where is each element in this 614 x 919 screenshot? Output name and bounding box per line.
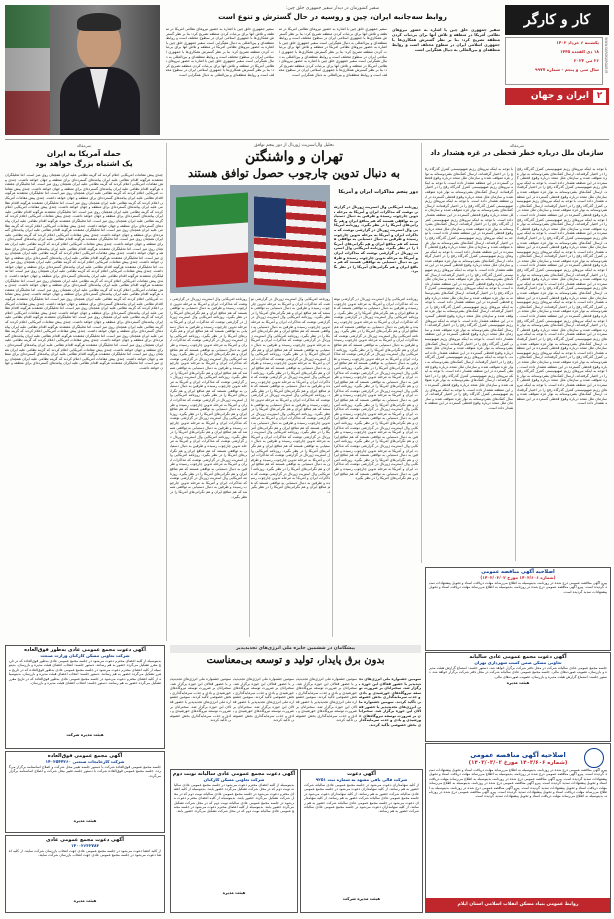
- us-flag: [254, 196, 326, 289]
- ad-body: پیرو آگهی مناقصه عمومی درج شده در روزنامه، بدینوسیله به اطلاع می‌رساند مهلت دریافت اسناد و تحویل پیشنهادات تمدید گردیده است. پیرو آگهی مناقصه عمومی درج شده در روزنامه، بدینوسیله به اطلاع می‌رساند مهلت دریافت اسناد و تحویل پیشنهادات تمدید گردیده است. پیرو آگهی مناقصه عمومی درج شده در روزنامه، بدینوسیله به اطلاع می‌رساند مهلت دریافت اسناد و تحویل پیشنهادات تمدید گردیده است. پیرو آگهی مناقصه عمومی درج شده در روزنامه، بدینوسیله به اطلاع می‌رساند مهلت دریافت اسناد و تحویل پیشنهادات تمدید گردیده است. پیرو آگهی مناقصه عمومی درج شده در روزنامه، بدینوسیله به اطلاع می‌رساند مهلت دریافت اسناد و تحویل پیشنهادات تمدید گردیده است. پیرو آگهی مناقصه عمومی درج شده در روزنامه، بدینوسیله به اطلاع می‌رساند مهلت دریافت اسناد و تحویل پیشنهادات تمدید گردیده است.: [429, 768, 608, 799]
- ad-title: اصلاحیه آگهی مناقصه عمومی: [470, 751, 566, 759]
- ad-title: آگهی دعوت مجمع عمومی عادی: [45, 837, 125, 843]
- lead-story: [170, 143, 418, 641]
- banner-body-col: سومین جشنواره ملی انرژی‌های تجدیدپذیر با حضور فعالان این حوزه برگزار شد. سخنرانان بر ضرورت توسعه نیروگاه‌های خورشیدی و بادی و جذب سرمایه‌گذاری بخش خصوصی تأکید کردند. سومین جشنواره ملی انرژی‌های تجدیدپذیر با حضور فعالان این حوزه برگزار شد. سخنرانان بر ضرورت توسعه نیروگاه‌های خورشیدی و بادی و جذب سرمایه‌گذاری بخش خصوصی تأکید کردند.: [296, 677, 357, 723]
- story-kicker: سرمقاله: [509, 143, 525, 148]
- ad-box: [425, 567, 611, 651]
- ad-body: جلسه مجمع عمومی عادی سالیانه شرکت در محل دفتر شرکت برگزار خواهد شد. دستور جلسه: استماع گزارش هیئت مدیره و بازرسان، تصویب صورت‌های مالی. جلسه مجمع عمومی عادی سالیانه شرکت در محل دفتر شرکت برگزار خواهد شد. دستور جلسه: استماع گزارش هیئت مدیره و بازرسان، تصویب صورت‌های مالی.: [429, 666, 608, 679]
- story-body: چندی پیش مقامات آمریکایی اعلام کردند که گزینه نظامی علیه ایران همچنان روی میز است. اما تحلیلگران معتقدند هرگونه اقدام نظامی علیه ایران پیامدهای گسترده‌ای برای منطقه و جهان خواهد داشت. چندی پیش مقامات آمریکایی اعلام کردند که گزینه نظامی علیه ایران همچنان روی میز است. اما تحلیلگران معتقدند هرگونه اقدام نظامی علیه ایران پیامدهای گسترده‌ای برای منطقه و جهان خواهد داشت. چندی پیش مقامات آمریکایی اعلام کردند که گزینه نظامی علیه ایران همچنان روی میز است. اما تحلیلگران معتقدند هرگونه اقدام نظامی علیه ایران پیامدهای گسترده‌ای برای منطقه و جهان خواهد داشت. چندی پیش مقامات آمریکایی اعلام کردند که گزینه نظامی علیه ایران همچنان روی میز است. اما تحلیلگران معتقدند هرگونه اقدام نظامی علیه ایران پیامدهای گسترده‌ای برای منطقه و جهان خواهد داشت. چندی پیش مقامات آمریکایی اعلام کردند که گزینه نظامی علیه ایران همچنان روی میز است. اما تحلیلگران معتقدند هرگونه اقدام نظامی علیه ایران پیامدهای گسترده‌ای برای منطقه و جهان خواهد داشت. چندی پیش مقامات آمریکایی اعلام کردند که گزینه نظامی علیه ایران همچنان روی میز است. اما تحلیلگران معتقدند هرگونه اقدام نظامی علیه ایران پیامدهای گسترده‌ای برای منطقه و جهان خواهد داشت. چندی پیش مقامات آمریکایی اعلام کردند که گزینه نظامی علیه ایران همچنان روی میز است. اما تحلیلگران معتقدند هرگونه اقدام نظامی علیه ایران پیامدهای گسترده‌ای برای منطقه و جهان خواهد داشت. چندی پیش مقامات آمریکایی اعلام کردند که گزینه نظامی علیه ایران همچنان روی میز است. اما تحلیلگران معتقدند هرگونه اقدام نظامی علیه ایران پیامدهای گسترده‌ای برای منطقه و جهان خواهد داشت. چندی پیش مقامات آمریکایی اعلام کردند که گزینه نظامی علیه ایران همچنان روی میز است. اما تحلیلگران معتقدند هرگونه اقدام نظامی علیه ایران پیامدهای گسترده‌ای برای منطقه و جهان خواهد داشت. چندی پیش مقامات آمریکایی اعلام کردند که گزینه نظامی علیه ایران همچنان روی میز است. اما تحلیلگران معتقدند هرگونه اقدام نظامی علیه ایران پیامدهای گسترده‌ای برای منطقه و جهان خواهد داشت. چندی پیش مقامات آمریکایی اعلام کردند که گزینه نظامی علیه ایران همچنان روی میز است. اما تحلیلگران معتقدند هرگونه اقدام نظامی علیه ایران پیامدهای گسترده‌ای برای منطقه و جهان خواهد داشت. چندی پیش مقامات آمریکایی اعلام کردند که گزینه نظامی علیه ایران همچنان روی میز است. اما تحلیلگران معتقدند هرگونه اقدام نظامی علیه ایران پیامدهای گسترده‌ای برای منطقه و جهان خواهد داشت. چندی پیش مقامات آمریکایی اعلام کردند که گزینه نظامی علیه ایران همچنان روی میز است. اما تحلیلگران معتقدند هرگونه اقدام نظامی علیه ایران پیامدهای گسترده‌ای برای منطقه و جهان خواهد داشت. چندی پیش مقامات آمریکایی اعلام کردند که گزینه نظامی علیه ایران همچنان روی میز است. اما تحلیلگران معتقدند هرگونه اقدام نظامی علیه ایران پیامدهای گسترده‌ای برای منطقه و جهان خواهد داشت. چندی پیش مقامات آمریکایی اعلام کردند که گزینه نظامی علیه ایران همچنان روی میز است. اما تحلیلگران معتقدند هرگونه اقدام نظامی علیه ایران پیامدهای گسترده‌ای برای منطقه و جهان خواهد داشت. چندی پیش مقامات آمریکایی اعلام کردند که گزینه نظامی علیه ایران همچنان روی میز است. اما تحلیلگران معتقدند هرگونه اقدام نظامی علیه ایران پیامدهای گسترده‌ای برای منطقه و جهان خواهد داشت. چندی پیش مقامات آمریکایی اعلام کردند که گزینه نظامی علیه ایران همچنان روی میز است. اما تحلیلگران معتقدند هرگونه اقدام نظامی علیه ایران پیامدهای گسترده‌ای برای منطقه و جهان خواهد داشت. چندی پیش مقامات آمریکایی اعلام کردند که گزینه نظامی علیه ایران همچنان روی میز است. اما تحلیلگران معتقدند هرگونه اقدام نظامی علیه ایران پیامدهای گسترده‌ای برای منطقه و جهان خواهد داشت. چندی پیش مقامات آمریکایی اعلام کردند که گزینه نظامی علیه ایران همچنان روی میز است. اما تحلیلگران معتقدند هرگونه اقدام نظامی علیه ایران پیامدهای گسترده‌ای برای منطقه و جهان خواهد داشت. چندی پیش مقامات آمریکایی اعلام کردند که گزینه نظامی علیه ایران همچنان روی میز است. اما تحلیلگران معتقدند هرگونه اقدام نظامی علیه ایران پیامدهای گسترده‌ای برای منطقه و جهان خواهد داشت. چندی پیش مقامات آمریکایی اعلام کردند که گزینه نظامی علیه ایران همچنان روی میز است. اما تحلیلگران معتقدند هرگونه اقدام نظامی علیه ایران پیامدهای گسترده‌ای برای منطقه و جهان خواهد داشت. چندی پیش مقامات آمریکایی اعلام کردند که گزینه نظامی علیه ایران همچنان روی میز است. اما تحلیلگران معتقدند هرگونه اقدام نظامی علیه ایران پیامدهای گسترده‌ای برای منطقه و جهان خواهد داشت.: [5, 173, 163, 370]
- ad-body: پیرو آگهی مناقصه عمومی درج شده در روزنامه، بدینوسیله به اطلاع می‌رساند مهلت دریافت اسناد و تحویل پیشنهادات تمدید گردیده است. پیرو آگهی مناقصه عمومی درج شده در روزنامه، بدینوسیله به اطلاع می‌رساند مهلت دریافت اسناد و تحویل پیشنهادات تمدید گردیده است.: [429, 581, 607, 594]
- ad-subtitle: شرکت قالی بافی مشهد به شماره ثبت ۹۲۵۱: [315, 777, 408, 782]
- banner-body-col: سومین جشنواره ملی انرژی‌های تجدیدپذیر با حضور فعالان این حوزه برگزار شد. سخنرانان بر ضرورت توسعه نیروگاه‌های خورشیدی و بادی و جذب سرمایه‌گذاری بخش خصوصی تأکید کردند. سومین جشنواره ملی انرژی‌های تجدیدپذیر با حضور فعالان این حوزه برگزار شد. سخنرانان بر ضرورت توسعه نیروگاه‌های خورشیدی و بادی و جذب سرمایه‌گذاری بخش خصوصی تأکید کردند.: [233, 677, 294, 723]
- date-line: سال سی و پنجم - شماره ۹۹۷۷: [535, 67, 599, 72]
- story-body: با توجه به اینکه نیروهای رژیم صهیونیستی کنترل گذرگاه رفح را در اختیار گرفته‌اند، ارسال کمک‌های بشردوستانه به نوار غزه متوقف شده و سازمان ملل متحد درباره وقوع قحطی گسترده در این منطقه هشدار داده است. با توجه به اینکه نیروهای رژیم صهیونیستی کنترل گذرگاه رفح را در اختیار گرفته‌اند، ارسال کمک‌های بشردوستانه به نوار غزه متوقف شده و سازمان ملل متحد درباره وقوع قحطی گسترده در این منطقه هشدار داده است. با توجه به اینکه نیروهای رژیم صهیونیستی کنترل گذرگاه رفح را در اختیار گرفته‌اند، ارسال کمک‌های بشردوستانه به نوار غزه متوقف شده و سازمان ملل متحد درباره وقوع قحطی گسترده در این منطقه هشدار داده است. با توجه به اینکه نیروهای رژیم صهیونیستی کنترل گذرگاه رفح را در اختیار گرفته‌اند، ارسال کمک‌های بشردوستانه به نوار غزه متوقف شده و سازمان ملل متحد درباره وقوع قحطی گسترده در این منطقه هشدار داده است. با توجه به اینکه نیروهای رژیم صهیونیستی کنترل گذرگاه رفح را در اختیار گرفته‌اند، ارسال کمک‌های بشردوستانه به نوار غزه متوقف شده و سازمان ملل متحد درباره وقوع قحطی گسترده در این منطقه هشدار داده است. با توجه به اینکه نیروهای رژیم صهیونیستی کنترل گذرگاه رفح را در اختیار گرفته‌اند، ارسال کمک‌های بشردوستانه به نوار غزه متوقف شده و سازمان ملل متحد درباره وقوع قحطی گسترده در این منطقه هشدار داده است. با توجه به اینکه نیروهای رژیم صهیونیستی کنترل گذرگاه رفح را در اختیار گرفته‌اند، ارسال کمک‌های بشردوستانه به نوار غزه متوقف شده و سازمان ملل متحد درباره وقوع قحطی گسترده در این منطقه هشدار داده است. با توجه به اینکه نیروهای رژیم صهیونیستی کنترل گذرگاه رفح را در اختیار گرفته‌اند، ارسال کمک‌های بشردوستانه به نوار غزه متوقف شده و سازمان ملل متحد درباره وقوع قحطی گسترده در این منطقه هشدار داده است. با توجه به اینکه نیروهای رژیم صهیونیستی کنترل گذرگاه رفح را در اختیار گرفته‌اند، ارسال کمک‌های بشردوستانه به نوار غزه متوقف شده و سازمان ملل متحد درباره وقوع قحطی گسترده در این منطقه هشدار داده است. با توجه به اینکه نیروهای رژیم صهیونیستی کنترل گذرگاه رفح را در اختیار گرفته‌اند، ارسال کمک‌های بشردوستانه به نوار غزه متوقف شده و سازمان ملل متحد درباره وقوع قحطی گسترده در این منطقه هشدار داده است. با توجه به اینکه نیروهای رژیم صهیونیستی کنترل گذرگاه رفح را در اختیار گرفته‌اند، ارسال کمک‌های بشردوستانه به نوار غزه متوقف شده و سازمان ملل متحد درباره وقوع قحطی گسترده در این منطقه هشدار داده است. با توجه به اینکه نیروهای رژیم صهیونیستی کنترل گذرگاه رفح را در اختیار گرفته‌اند، ارسال کمک‌های بشردوستانه به نوار غزه متوقف شده و سازمان ملل متحد درباره وقوع قحطی گسترده در این منطقه هشدار داده است. با توجه به اینکه نیروهای رژیم صهیونیستی کنترل گذرگاه رفح را در اختیار گرفته‌اند، ارسال کمک‌های بشردوستانه به نوار غزه متوقف شده و سازمان ملل متحد درباره وقوع قحطی گسترده در این منطقه هشدار داده است. با توجه به اینکه نیروهای رژیم صهیونیستی کنترل گذرگاه رفح را در اختیار گرفته‌اند، ارسال کمک‌های بشردوستانه به نوار غزه متوقف شده و سازمان ملل متحد درباره وقوع قحطی گسترده در این منطقه هشدار داده است.: [517, 167, 607, 406]
- lead-title-2: به دنبال تدوین چارچوب حصول توافق هستند: [188, 166, 400, 180]
- top-story-kicker: سفیر کشورمان در دیدار سفیر جمهوری خلق چین:: [285, 6, 380, 11]
- section-header: [505, 88, 609, 105]
- column-rule: [249, 297, 250, 637]
- banner-body-col: سومین جشنواره ملی انرژی‌های تجدیدپذیر با حضور فعالان این حوزه برگزار شد. سخنرانان بر ضرورت توسعه نیروگاه‌های خورشیدی و بادی و جذب سرمایه‌گذاری بخش خصوصی تأکید کردند. سومین جشنواره ملی انرژی‌های تجدیدپذیر با حضور فعالان این حوزه برگزار شد. سخنرانان بر ضرورت توسعه نیروگاه‌های خورشیدی و بادی و جذب سرمایه‌گذاری بخش خصوصی تأکید کردند.: [359, 677, 421, 727]
- date-line: ۱۸ ذی القعده ۱۴۴۵: [560, 49, 599, 54]
- ad-box: [300, 769, 423, 913]
- flags-photo: [170, 185, 330, 293]
- lead-body-col: روزنامه آمریکایی وال استریت ژورنال در گزارشی نوشت که مذاکرات ایران و آمریکا به مرحله تدوین چارچوب رسیده و طرفین به دنبال دستیابی به توافقی هستند که هم منافع ایران و هم نگرانی‌های آمریکا را در نظر بگیرد. روزنامه آمریکایی وال استریت ژورنال در گزارشی نوشت که مذاکرات ایران و آمریکا به مرحله تدوین چارچوب رسیده و طرفین به دنبال دستیابی به توافقی هستند که هم منافع ایران و هم نگرانی‌های آمریکا را در نظر بگیرد. روزنامه آمریکایی وال استریت ژورنال در گزارشی نوشت که مذاکرات ایران و آمریکا به مرحله تدوین چارچوب رسیده و طرفین به دنبال دستیابی به توافقی هستند که هم منافع ایران و هم نگرانی‌های آمریکا را در نظر بگیرد. روزنامه آمریکایی وال استریت ژورنال در گزارشی نوشت که مذاکرات ایران و آمریکا به مرحله تدوین چارچوب رسیده و طرفین به دنبال دستیابی به توافقی هستند که هم منافع ایران و هم نگرانی‌های آمریکا را در نظر بگیرد. روزنامه آمریکایی وال استریت ژورنال در گزارشی نوشت که مذاکرات ایران و آمریکا به مرحله تدوین چارچوب رسیده و طرفین به دنبال دستیابی به توافقی هستند که هم منافع ایران و هم نگرانی‌های آمریکا را در نظر بگیرد. روزنامه آمریکایی وال استریت ژورنال در گزارشی نوشت که مذاکرات ایران و آمریکا به مرحله تدوین چارچوب رسیده و طرفین به دنبال دستیابی به توافقی هستند که هم منافع ایران و هم نگرانی‌های آمریکا را در نظر بگیرد. روزنامه آمریکایی وال استریت ژورنال در گزارشی نوشت که مذاکرات ایران و آمریکا به مرحله تدوین چارچوب رسیده و طرفین به دنبال دستیابی به توافقی هستند که هم منافع ایران و هم نگرانی‌های آمریکا را در نظر بگیرد. روزنامه آمریکایی وال استریت ژورنال در گزارشی نوشت که مذاکرات ایران و آمریکا به مرحله تدوین چارچوب رسیده و طرفین به دنبال دستیابی به توافقی هستند که هم منافع ایران و هم نگرانی‌های آمریکا را در نظر بگیرد. روزنامه آمریکایی وال استریت ژورنال در گزارشی نوشت که مذاکرات ایران و آمریکا به مرحله تدوین چارچوب رسیده و طرفین به دنبال دستیابی به توافقی هستند که هم منافع ایران و هم نگرانی‌های آمریکا را در نظر بگیرد. روزنامه آمریکایی وال استریت ژورنال در گزارشی نوشت که مذاکرات ایران و آمریکا به مرحله تدوین چارچوب رسیده و طرفین به دنبال دستیابی به توافقی هستند که هم منافع ایران و هم نگرانی‌های آمریکا را در نظر بگیرد.: [334, 297, 418, 481]
- iran-flag: [176, 192, 248, 287]
- ad-title: اصلاحیه آگهی مناقصه عمومی: [481, 569, 555, 575]
- top-story: [165, 5, 500, 135]
- domain-vertical: WWW.KAROKARGAR.IR: [604, 37, 608, 74]
- ad-footer-bar: [426, 898, 610, 912]
- ambassador-photo: [5, 5, 160, 135]
- ad-subtitle: (شماره ۱۴۰۳/۶۰۶ مورخ ۱۴۰۳/۰۳/۰۲): [480, 575, 556, 580]
- story-title-2: یک اشتباه بزرگ خواهد بود: [35, 159, 133, 168]
- ad-subtitle: ۱۴۰۰۲۶۳۲۷۸۳: [70, 843, 100, 848]
- ad-body: بدینوسیله از کلیه اعضای محترم دعوت می‌شود در جلسه مجمع عمومی عادی به‌طور فوق‌العاده که در تاریخ مقرر تشکیل می‌گردد حضور به هم رسانند. دستور جلسه: انتخاب اعضای هیئت مدیره و بازرسان. بدینوسیله از کلیه اعضای محترم دعوت می‌شود در جلسه مجمع عمومی عادی به‌طور فوق‌العاده که در تاریخ مقرر تشکیل می‌گردد حضور به هم رسانند. دستور جلسه: انتخاب اعضای هیئت مدیره و بازرسان. بدینوسیله از کلیه اعضای محترم دعوت می‌شود در جلسه مجمع عمومی عادی به‌طور فوق‌العاده که در تاریخ مقرر تشکیل می‌گردد حضور به هم رسانند. دستور جلسه: انتخاب اعضای هیئت مدیره و بازرسان.: [9, 659, 161, 686]
- ad-footer: هیئت مدیره: [73, 818, 97, 823]
- banner-body-col: سومین جشنواره ملی انرژی‌های تجدیدپذیر با حضور فعالان این حوزه برگزار شد. سخنرانان بر ضرورت توسعه نیروگاه‌های خورشیدی و بادی و جذب سرمایه‌گذاری بخش خصوصی تأکید کردند. سومین جشنواره ملی انرژی‌های تجدیدپذیر با حضور فعالان این حوزه برگزار شد. سخنرانان بر ضرورت توسعه نیروگاه‌های خورشیدی و بادی و جذب سرمایه‌گذاری بخش خصوصی تأکید کردند.: [170, 677, 231, 723]
- lead-kicker: تحلیل وال‌استریت ژورنال از دور پنجم توافق: [254, 143, 334, 148]
- ad-body: از کلیه سهامداران دعوت می‌شود در جلسه مجمع عمومی عادی سالیانه شرکت حضور به هم رسانند. از کلیه سهامداران دعوت می‌شود در جلسه مجمع عمومی عادی سالیانه شرکت حضور به هم رسانند. از کلیه سهامداران دعوت می‌شود در جلسه مجمع عمومی عادی سالیانه شرکت حضور به هم رسانند. از کلیه سهامداران دعوت می‌شود در جلسه مجمع عمومی عادی سالیانه شرکت حضور به هم رسانند. از کلیه سهامداران دعوت می‌شود در جلسه مجمع عمومی عادی سالیانه شرکت حضور به هم رسانند.: [304, 783, 420, 814]
- ad-box: [5, 751, 165, 833]
- page-number: ۲: [593, 90, 606, 103]
- ad-box: [5, 645, 165, 749]
- ad-box: [170, 769, 298, 913]
- logo: کار و کارگر: [505, 5, 609, 35]
- mid-banner: [170, 645, 421, 675]
- ad-body: از کلیه اعضا دعوت می‌شود در جلسه مجمع عمومی عادی جهت انتخاب بازرسان شرکت نمایند. از کلیه اعضا دعوت می‌شود در جلسه مجمع عمومی عادی جهت انتخاب بازرسان شرکت نمایند.: [9, 849, 161, 858]
- lead-caption: دور پنجم مذاکرات ایران و آمریکا: [338, 189, 418, 195]
- person-hair: [77, 13, 121, 31]
- ad-subtitle: شرکت تعاونی مسکن کارکنان وزارت صنعت: [40, 653, 130, 658]
- lead-title-1: تهران و واشنگتن: [245, 149, 343, 165]
- photo-background-flag: [5, 5, 50, 135]
- lead-body-col: روزنامه آمریکایی وال استریت ژورنال در گزارشی نوشت که مذاکرات ایران و آمریکا به مرحله تدوین چارچوب رسیده و طرفین به دنبال دستیابی به توافقی هستند که هم منافع ایران و هم نگرانی‌های آمریکا را در نظر بگیرد. روزنامه آمریکایی وال استریت ژورنال در گزارشی نوشت که مذاکرات ایران و آمریکا به مرحله تدوین چارچوب رسیده و طرفین به دنبال دستیابی به توافقی هستند که هم منافع ایران و هم نگرانی‌های آمریکا را در نظر بگیرد. روزنامه آمریکایی وال استریت ژورنال در گزارشی نوشت که مذاکرات ایران و آمریکا به مرحله تدوین چارچوب رسیده و طرفین به دنبال دستیابی به توافقی هستند که هم منافع ایران و هم نگرانی‌های آمریکا را در نظر بگیرد. روزنامه آمریکایی وال استریت ژورنال در گزارشی نوشت که مذاکرات ایران و آمریکا به مرحله تدوین چارچوب رسیده و طرفین به دنبال دستیابی به توافقی هستند که هم منافع ایران و هم نگرانی‌های آمریکا را در نظر بگیرد. روزنامه آمریکایی وال استریت ژورنال در گزارشی نوشت که مذاکرات ایران و آمریکا به مرحله تدوین چارچوب رسیده و طرفین به دنبال دستیابی به توافقی هستند که هم منافع ایران و هم نگرانی‌های آمریکا را در نظر بگیرد. روزنامه آمریکایی وال استریت ژورنال در گزارشی نوشت که مذاکرات ایران و آمریکا به مرحله تدوین چارچوب رسیده و طرفین به دنبال دستیابی به توافقی هستند که هم منافع ایران و هم نگرانی‌های آمریکا را در نظر بگیرد. روزنامه آمریکایی وال استریت ژورنال در گزارشی نوشت که مذاکرات ایران و آمریکا به مرحله تدوین چارچوب رسیده و طرفین به دنبال دستیابی به توافقی هستند که هم منافع ایران و هم نگرانی‌های آمریکا را در نظر بگیرد. روزنامه آمریکایی وال استریت ژورنال در گزارشی نوشت که مذاکرات ایران و آمریکا به مرحله تدوین چارچوب رسیده و طرفین به دنبال دستیابی به توافقی هستند که هم منافع ایران و هم نگرانی‌های آمریکا را در نظر بگیرد. روزنامه آمریکایی وال استریت ژورنال در گزارشی نوشت که مذاکرات ایران و آمریکا به مرحله تدوین چارچوب رسیده و طرفین به دنبال دستیابی به توافقی هستند که هم منافع ایران و هم نگرانی‌های آمریکا را در نظر بگیرد. روزنامه آمریکایی وال استریت ژورنال در گزارشی نوشت که مذاکرات ایران و آمریکا به مرحله تدوین چارچوب رسیده و طرفین به دنبال دستیابی به توافقی هستند که هم منافع ایران و هم نگرانی‌های آمریکا را در نظر بگیرد.: [170, 297, 247, 499]
- ad-title: آگهی دعوت: [347, 771, 376, 777]
- right-story: [5, 143, 163, 641]
- flag-stripe-red: [176, 252, 248, 287]
- ad-subtitle: شرکت کارخانجات صنعتی ۱۴۰۳۵۴۴۲۶۰: [45, 759, 125, 764]
- top-story-body-col: سفیر جمهوری خلق چین با اشاره به حضور نیروهای نظامی آمریکا در منطقه و تلاش آنها برای بی‌ثبات کردن منطقه تصریح کرد: بنا بر نظر گسترش همکاری‌ها با جمهوری اسلامی ایران در سطوح مختلف است و روابط منطقه‌ای و بین‌المللی به دنبال همگرایی است سفیر جمهوری خلق چین با اشاره به حضور نیروهای نظامی آمریکا در منطقه و تلاش آنها برای بی‌ثبات کردن منطقه تصریح کرد: بنا بر نظر گسترش همکاری‌ها با جمهوری اسلامی ایران در سطوح مختلف است و روابط منطقه‌ای و بین‌المللی به دنبال همگرایی است سفیر جمهوری خلق چین با اشاره به حضور نیروهای نظامی آمریکا در منطقه و تلاش آنها برای بی‌ثبات کردن منطقه تصریح کرد: بنا بر نظر گسترش همکاری‌ها با جمهوری اسلامی ایران در سطوح مختلف است و روابط منطقه‌ای و بین‌المللی به دنبال همگرایی است: [166, 27, 274, 77]
- masthead-date-box: [505, 37, 603, 85]
- masthead: [505, 5, 609, 135]
- banner-kicker: پیشگامان در ششمین جایزه ملی انرژی‌های تجدیدپذیر: [170, 645, 421, 653]
- date-line: یکشنبه ۶ خرداد ۱۴۰۳: [556, 40, 599, 45]
- column-rule: [515, 167, 516, 561]
- ad-subtitle: (شماره ۱۴۰۳/۶۰۶ مورخ ۱۴۰۳/۰۳/۰۲): [468, 760, 568, 766]
- column-rule: [332, 297, 333, 637]
- ad-subtitle: شرکت تعاونی مسکن کارکنان: [203, 777, 265, 782]
- story-body: با توجه به اینکه نیروهای رژیم صهیونیستی کنترل گذرگاه رفح را در اختیار گرفته‌اند، ارسال کمک‌های بشردوستانه به نوار غزه متوقف شده و سازمان ملل متحد درباره وقوع قحطی گسترده در این منطقه هشدار داده است. با توجه به اینکه نیروهای رژیم صهیونیستی کنترل گذرگاه رفح را در اختیار گرفته‌اند، ارسال کمک‌های بشردوستانه به نوار غزه متوقف شده و سازمان ملل متحد درباره وقوع قحطی گسترده در این منطقه هشدار داده است. با توجه به اینکه نیروهای رژیم صهیونیستی کنترل گذرگاه رفح را در اختیار گرفته‌اند، ارسال کمک‌های بشردوستانه به نوار غزه متوقف شده و سازمان ملل متحد درباره وقوع قحطی گسترده در این منطقه هشدار داده است. با توجه به اینکه نیروهای رژیم صهیونیستی کنترل گذرگاه رفح را در اختیار گرفته‌اند، ارسال کمک‌های بشردوستانه به نوار غزه متوقف شده و سازمان ملل متحد درباره وقوع قحطی گسترده در این منطقه هشدار داده است. با توجه به اینکه نیروهای رژیم صهیونیستی کنترل گذرگاه رفح را در اختیار گرفته‌اند، ارسال کمک‌های بشردوستانه به نوار غزه متوقف شده و سازمان ملل متحد درباره وقوع قحطی گسترده در این منطقه هشدار داده است. با توجه به اینکه نیروهای رژیم صهیونیستی کنترل گذرگاه رفح را در اختیار گرفته‌اند، ارسال کمک‌های بشردوستانه به نوار غزه متوقف شده و سازمان ملل متحد درباره وقوع قحطی گسترده در این منطقه هشدار داده است. با توجه به اینکه نیروهای رژیم صهیونیستی کنترل گذرگاه رفح را در اختیار گرفته‌اند، ارسال کمک‌های بشردوستانه به نوار غزه متوقف شده و سازمان ملل متحد درباره وقوع قحطی گسترده در این منطقه هشدار داده است. با توجه به اینکه نیروهای رژیم صهیونیستی کنترل گذرگاه رفح را در اختیار گرفته‌اند، ارسال کمک‌های بشردوستانه به نوار غزه متوقف شده و سازمان ملل متحد درباره وقوع قحطی گسترده در این منطقه هشدار داده است. با توجه به اینکه نیروهای رژیم صهیونیستی کنترل گذرگاه رفح را در اختیار گرفته‌اند، ارسال کمک‌های بشردوستانه به نوار غزه متوقف شده و سازمان ملل متحد درباره وقوع قحطی گسترده در این منطقه هشدار داده است. با توجه به اینکه نیروهای رژیم صهیونیستی کنترل گذرگاه رفح را در اختیار گرفته‌اند، ارسال کمک‌های بشردوستانه به نوار غزه متوقف شده و سازمان ملل متحد درباره وقوع قحطی گسترده در این منطقه هشدار داده است. با توجه به اینکه نیروهای رژیم صهیونیستی کنترل گذرگاه رفح را در اختیار گرفته‌اند، ارسال کمک‌های بشردوستانه به نوار غزه متوقف شده و سازمان ملل متحد درباره وقوع قحطی گسترده در این منطقه هشدار داده است. با توجه به اینکه نیروهای رژیم صهیونیستی کنترل گذرگاه رفح را در اختیار گرفته‌اند، ارسال کمک‌های بشردوستانه به نوار غزه متوقف شده و سازمان ملل متحد درباره وقوع قحطی گسترده در این منطقه هشدار داده است. با توجه به اینکه نیروهای رژیم صهیونیستی کنترل گذرگاه رفح را در اختیار گرفته‌اند، ارسال کمک‌های بشردوستانه به نوار غزه متوقف شده و سازمان ملل متحد درباره وقوع قحطی گسترده در این منطقه هشدار داده است. با توجه به اینکه نیروهای رژیم صهیونیستی کنترل گذرگاه رفح را در اختیار گرفته‌اند، ارسال کمک‌های بشردوستانه به نوار غزه متوقف شده و سازمان ملل متحد درباره وقوع قحطی گسترده در این منطقه هشدار داده است.: [425, 167, 513, 410]
- ad-footer: هیئت مدیره: [73, 898, 97, 903]
- ad-footer: هیئت مدیره: [506, 680, 530, 686]
- us-flag-canton: [254, 196, 286, 238]
- story-title: سازمان ملل درباره خطر قحطی در غزه هشدار داد: [430, 149, 604, 157]
- story-kicker: سرمقاله: [76, 143, 92, 148]
- divider: [5, 139, 609, 140]
- lead-intro: روزنامه آمریکایی وال استریت ژورنال در گزارشی نوشت که مذاکرات ایران و آمریکا به مرحله تدوین چارچوب رسیده و طرفین به دنبال دستیابی به توافقی هستند که هم منافع ایران و هم نگرانی‌های آمریکا را در نظر بگیرد. روزنامه آمریکایی وال استریت ژورنال در گزارشی نوشت که مذاکرات ایران و آمریکا به مرحله تدوین چارچوب رسیده و طرفین به دنبال دستیابی به توافقی هستند که هم منافع ایران و هم نگرانی‌های آمریکا را در نظر بگیرد. روزنامه آمریکایی وال استریت ژورنال در گزارشی نوشت که مذاکرات ایران و آمریکا به مرحله تدوین چارچوب رسیده و طرفین به دنبال دستیابی به توافقی هستند که هم منافع ایران و هم نگرانی‌های آمریکا را در نظر بگیرد.: [334, 205, 418, 274]
- top-story-title: روابط سه‌جانبه ایران، چین و روسیه در حال گسترش و تنوع است: [218, 12, 447, 21]
- column-rule: [166, 143, 167, 641]
- ad-box: [425, 652, 611, 742]
- ad-footer: هیئت مدیره شرکت: [66, 732, 104, 737]
- ad-title: آگهی دعوت مجمع عمومی عادی سالیانه: [469, 654, 567, 660]
- ad-box: [5, 835, 165, 913]
- ad-subtitle: تعاونی مسکن ضمن کسب شهرداری تهران: [474, 660, 562, 665]
- mid-banner-body: [170, 677, 421, 765]
- ad-title: آگهی دعوت مجمع عمومی عادی سالیانه نوبت دوم: [172, 771, 296, 777]
- ad-body: جلسه مجمع عمومی فوق‌العاده شرکت با دستور جلسه تغییر محل شرکت و اصلاح اساسنامه برگزار می‌گردد. جلسه مجمع عمومی فوق‌العاده شرکت با دستور جلسه تغییر محل شرکت و اصلاح اساسنامه برگزار می‌گردد.: [9, 765, 161, 778]
- section-title: ایران و جهان: [530, 91, 589, 101]
- column-rule: [421, 143, 422, 563]
- date-line: ۲۶ می ۲۰۲۴: [573, 58, 599, 63]
- left-top-story: [425, 143, 609, 563]
- banner-title: بدون برق پایدار، تولید و توسعه بی‌معناست: [206, 655, 385, 666]
- ad-body: بدینوسیله از کلیه اعضای محترم دعوت می‌شود در جلسه مجمع عمومی عادی سالیانه نوبت دوم که در محل شرکت تشکیل می‌گردد حضور یابند. بدینوسیله از کلیه اعضای محترم دعوت می‌شود در جلسه مجمع عمومی عادی سالیانه نوبت دوم که در محل شرکت تشکیل می‌گردد حضور یابند. بدینوسیله از کلیه اعضای محترم دعوت می‌شود در جلسه مجمع عمومی عادی سالیانه نوبت دوم که در محل شرکت تشکیل می‌گردد حضور یابند. بدینوسیله از کلیه اعضای محترم دعوت می‌شود در جلسه مجمع عمومی عادی سالیانه نوبت دوم که در محل شرکت تشکیل می‌گردد حضور یابند.: [174, 783, 295, 814]
- ad-title: آگهی دعوت مجمع عمومی عادی به‌طور فوق‌العاده: [24, 647, 146, 653]
- lead-body-col: روزنامه آمریکایی وال استریت ژورنال در گزارشی نوشت که مذاکرات ایران و آمریکا به مرحله تدوین چارچوب رسیده و طرفین به دنبال دستیابی به توافقی هستند که هم منافع ایران و هم نگرانی‌های آمریکا را در نظر بگیرد. روزنامه آمریکایی وال استریت ژورنال در گزارشی نوشت که مذاکرات ایران و آمریکا به مرحله تدوین چارچوب رسیده و طرفین به دنبال دستیابی به توافقی هستند که هم منافع ایران و هم نگرانی‌های آمریکا را در نظر بگیرد. روزنامه آمریکایی وال استریت ژورنال در گزارشی نوشت که مذاکرات ایران و آمریکا به مرحله تدوین چارچوب رسیده و طرفین به دنبال دستیابی به توافقی هستند که هم منافع ایران و هم نگرانی‌های آمریکا را در نظر بگیرد. روزنامه آمریکایی وال استریت ژورنال در گزارشی نوشت که مذاکرات ایران و آمریکا به مرحله تدوین چارچوب رسیده و طرفین به دنبال دستیابی به توافقی هستند که هم منافع ایران و هم نگرانی‌های آمریکا را در نظر بگیرد. روزنامه آمریکایی وال استریت ژورنال در گزارشی نوشت که مذاکرات ایران و آمریکا به مرحله تدوین چارچوب رسیده و طرفین به دنبال دستیابی به توافقی هستند که هم منافع ایران و هم نگرانی‌های آمریکا را در نظر بگیرد. روزنامه آمریکایی وال استریت ژورنال در گزارشی نوشت که مذاکرات ایران و آمریکا به مرحله تدوین چارچوب رسیده و طرفین به دنبال دستیابی به توافقی هستند که هم منافع ایران و هم نگرانی‌های آمریکا را در نظر بگیرد. روزنامه آمریکایی وال استریت ژورنال در گزارشی نوشت که مذاکرات ایران و آمریکا به مرحله تدوین چارچوب رسیده و طرفین به دنبال دستیابی به توافقی هستند که هم منافع ایران و هم نگرانی‌های آمریکا را در نظر بگیرد. روزنامه آمریکایی وال استریت ژورنال در گزارشی نوشت که مذاکرات ایران و آمریکا به مرحله تدوین چارچوب رسیده و طرفین به دنبال دستیابی به توافقی هستند که هم منافع ایران و هم نگرانی‌های آمریکا را در نظر بگیرد. روزنامه آمریکایی وال استریت ژورنال در گزارشی نوشت که مذاکرات ایران و آمریکا به مرحله تدوین چارچوب رسیده و طرفین به دنبال دستیابی به توافقی هستند که هم منافع ایران و هم نگرانی‌های آمریکا را در نظر بگیرد. روزنامه آمریکایی وال استریت ژورنال در گزارشی نوشت که مذاکرات ایران و آمریکا به مرحله تدوین چارچوب رسیده و طرفین به دنبال دستیابی به توافقی هستند که هم منافع ایران و هم نگرانی‌های آمریکا را در نظر بگیرد.: [251, 297, 330, 494]
- ad-footer: هیئت مدیره: [222, 890, 246, 895]
- emblem-icon: [584, 748, 604, 768]
- ad-title: آگهی مجمع عمومی فوق‌العاده: [47, 753, 123, 759]
- top-story-lead: سفیر جمهوری خلق چین با اشاره به حضور نیروهای نظامی آمریکا در منطقه و تلاش آنها برای بی‌ثبات کردن منطقه تصریح کرد: بنا بر نظر گسترش همکاری‌ها با جمهوری اسلامی ایران در سطوح مختلف است و روابط منطقه‌ای و بین‌المللی به دنبال همگرایی است: [392, 27, 500, 52]
- ad-footer: روابط عمومی بنیاد مسکن انقلاب اسلامی استان ایلام: [457, 902, 579, 907]
- top-story-body-col: سفیر جمهوری خلق چین با اشاره به حضور نیروهای نظامی آمریکا در منطقه و تلاش آنها برای بی‌ثبات کردن منطقه تصریح کرد: بنا بر نظر گسترش همکاری‌ها با جمهوری اسلامی ایران در سطوح مختلف است و روابط منطقه‌ای و بین‌المللی به دنبال همگرایی است سفیر جمهوری خلق چین با اشاره به حضور نیروهای نظامی آمریکا در منطقه و تلاش آنها برای بی‌ثبات کردن منطقه تصریح کرد: بنا بر نظر گسترش همکاری‌ها با جمهوری اسلامی ایران در سطوح مختلف است و روابط منطقه‌ای و بین‌المللی به دنبال همگرایی است سفیر جمهوری خلق چین با اشاره به حضور نیروهای نظامی آمریکا در منطقه و تلاش آنها برای بی‌ثبات کردن منطقه تصریح کرد: بنا بر نظر گسترش همکاری‌ها با جمهوری اسلامی ایران در سطوح مختلف است و روابط منطقه‌ای و بین‌المللی به دنبال همگرایی است: [279, 27, 387, 77]
- ad-footer: هیئت مدیره شرکت: [342, 896, 381, 901]
- story-title-1: حمله آمریکا به ایران: [46, 149, 122, 158]
- ad-box: [425, 743, 611, 913]
